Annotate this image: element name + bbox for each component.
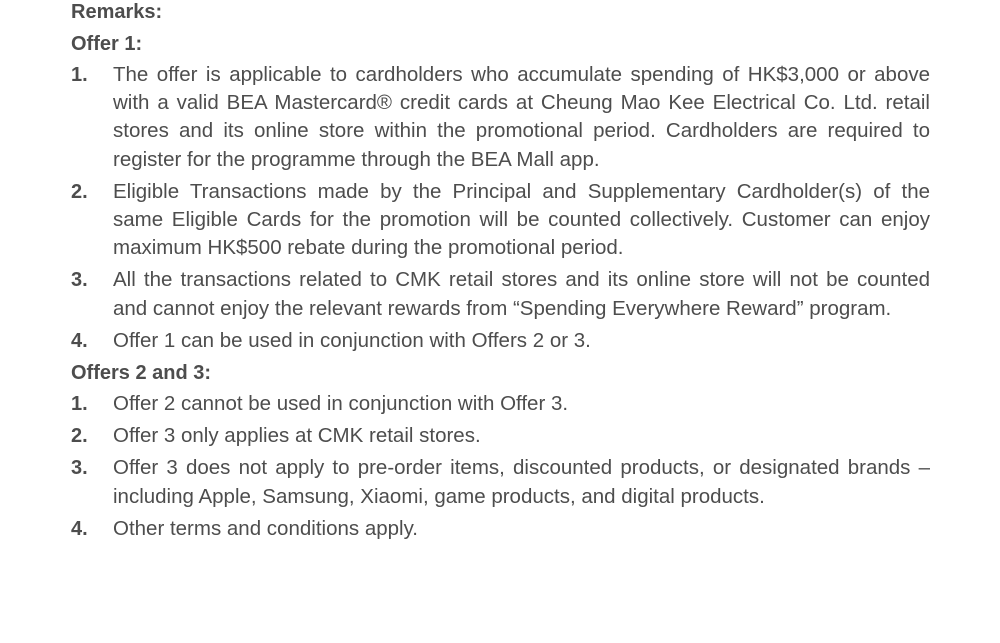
offer-1-list [71,61,930,355]
item-number: 3. [71,457,88,480]
list-item [71,61,930,174]
item-number: 2. [71,180,88,203]
item-number: 4. [71,329,88,352]
offers-2-3-list [71,390,930,543]
item-text: Offer 2 cannot be used in conjunction with Offer 3. [113,392,569,416]
remarks-document [71,0,930,547]
item-number: 4. [71,517,88,540]
item-text: The offer is applicable to cardholders who accumulate spending of HK$3,000 or above with a valid BEA Mastercard® credit cards at Cheung Mao Kee Electrical Co. Ltd. retail stores and its online store within the promotional period. Cardholders are required to register for the programme through the BEA Mall app. [113,63,930,171]
item-number: 1. [71,393,88,416]
list-item [71,266,930,322]
offers-2-3-section [71,359,930,543]
list-item [71,422,930,450]
item-text: Offer 1 can be used in conjunction with Offers 2 or 3. [113,328,591,352]
list-item [71,454,930,510]
list-item [71,178,930,263]
item-text: Other terms and conditions apply. [113,516,418,540]
list-item [71,515,930,543]
item-text: Eligible Transactions made by the Principal and Supplementary Cardholder(s) of the same Eligible Cards for the promotion will be counted collectively. Customer can enjoy maximum HK$500 rebate during the promotional period. [113,179,930,260]
item-text: Offer 3 only applies at CMK retail stores. [113,424,481,448]
remarks-heading: Remarks: [71,1,163,23]
item-text: All the transactions related to CMK retail stores and its online store will not be counted and cannot enjoy the relevant rewards from “Spending Everywhere Reward” program. [113,268,930,320]
list-item [71,327,930,355]
offer-1-heading: Offer 1: [71,33,143,55]
offers-2-3-heading: Offers 2 and 3: [71,362,212,385]
item-number: 3. [71,269,88,292]
item-number: 1. [71,64,88,86]
list-item [71,390,930,418]
item-text: Offer 3 does not apply to pre-order items, discounted products, or designated brands – including Apple, Samsung, Xiaomi, game products, and digital products. [113,456,930,508]
offer-1-section [71,30,930,355]
item-number: 2. [71,425,88,448]
